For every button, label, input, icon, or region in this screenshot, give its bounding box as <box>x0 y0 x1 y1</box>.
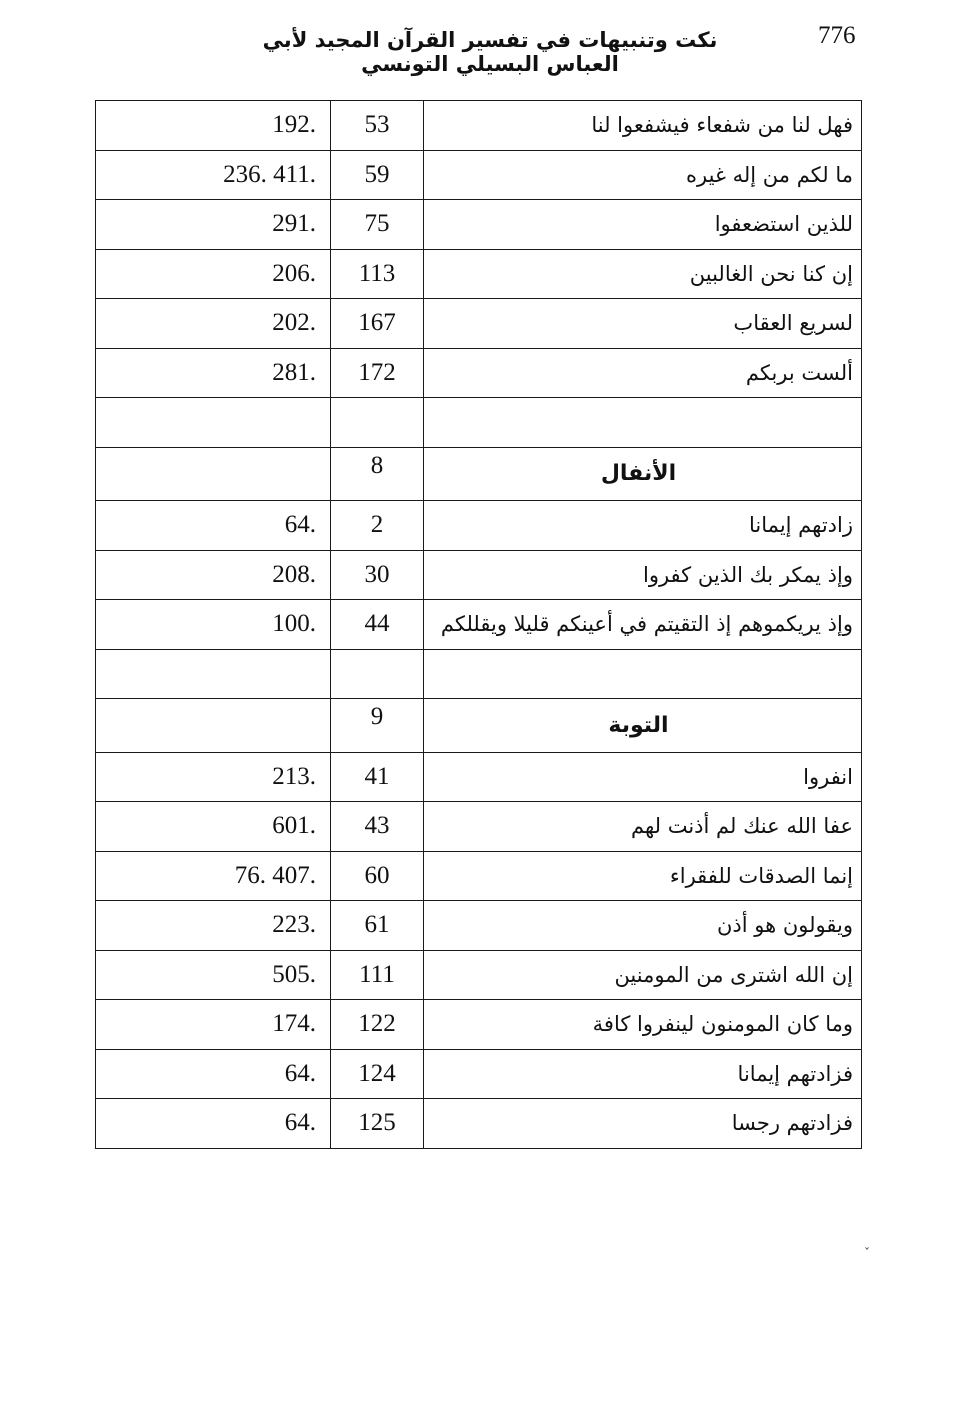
page-references-cell: 64. <box>96 1049 331 1099</box>
verse-number-cell: 172 <box>331 348 424 398</box>
verse-number-cell: 60 <box>331 851 424 901</box>
verse-phrase-cell: فهل لنا من شفعاء فيشفعوا لنا <box>424 101 862 151</box>
table-row <box>96 299 862 349</box>
verse-number-cell: 75 <box>331 200 424 250</box>
verse-phrase-cell: زادتهم إيمانا <box>424 501 862 551</box>
verse-number-cell: 61 <box>331 901 424 951</box>
running-title: نكت وتنبيهات في تفسير القرآن المجيد لأبي العباس البسيلي التونسي <box>262 28 718 76</box>
page-references-cell: 206. <box>96 249 331 299</box>
verse-index-table <box>95 100 862 1149</box>
blank-row <box>96 649 862 699</box>
verse-phrase-cell: فزادتهم إيمانا <box>424 1049 862 1099</box>
verse-phrase-cell: ما لكم من إله غيره <box>424 150 862 200</box>
table-row <box>96 249 862 299</box>
page-number: 776 <box>818 22 856 49</box>
verse-phrase-cell: لسريع العقاب <box>424 299 862 349</box>
page-references-cell: 174. <box>96 1000 331 1050</box>
stray-print-mark: ˇ <box>864 1246 870 1260</box>
page-references-cell: 192. <box>96 101 331 151</box>
verse-phrase-cell <box>424 649 862 699</box>
verse-phrase-cell: وما كان المومنون لينفروا كافة <box>424 1000 862 1050</box>
page-references-cell: 281. <box>96 348 331 398</box>
verse-phrase-cell: انفروا <box>424 752 862 802</box>
verse-number-cell: 2 <box>331 501 424 551</box>
verse-phrase-cell: عفا الله عنك لم أذنت لهم <box>424 802 862 852</box>
page-references-cell: 291. <box>96 200 331 250</box>
verse-number-cell: 113 <box>331 249 424 299</box>
verse-number-cell: 124 <box>331 1049 424 1099</box>
page-references-cell <box>96 398 331 448</box>
page-references-cell: 208. <box>96 550 331 600</box>
table-row <box>96 1049 862 1099</box>
verse-number-cell: 122 <box>331 1000 424 1050</box>
table-row <box>96 550 862 600</box>
surah-number-cell: 8 <box>331 447 424 501</box>
verse-phrase-cell: فزادتهم رجسا <box>424 1099 862 1149</box>
table-row <box>96 600 862 650</box>
page-references-cell: 213. <box>96 752 331 802</box>
verse-number-cell: 167 <box>331 299 424 349</box>
table-row <box>96 200 862 250</box>
verse-number-cell: 111 <box>331 950 424 1000</box>
verse-number-cell <box>331 398 424 448</box>
table-row <box>96 752 862 802</box>
verse-phrase-cell: إنما الصدقات للفقراء <box>424 851 862 901</box>
table-row <box>96 101 862 151</box>
verse-phrase-cell: إن الله اشترى من المومنين <box>424 950 862 1000</box>
surah-heading-row <box>96 447 862 501</box>
verse-number-cell: 41 <box>331 752 424 802</box>
verse-number-cell: 30 <box>331 550 424 600</box>
table-row <box>96 950 862 1000</box>
verse-phrase-cell: إن كنا نحن الغالبين <box>424 249 862 299</box>
page-references-cell: 236. 411. <box>96 150 331 200</box>
table-row <box>96 348 862 398</box>
verse-phrase-cell: ويقولون هو أذن <box>424 901 862 951</box>
verse-number-cell: 43 <box>331 802 424 852</box>
page-references-cell <box>96 447 331 501</box>
page-references-cell: 76. 407. <box>96 851 331 901</box>
surah-heading-row <box>96 699 862 753</box>
table-row <box>96 901 862 951</box>
verse-number-cell: 53 <box>331 101 424 151</box>
page-references-cell: 64. <box>96 1099 331 1149</box>
verse-phrase-cell: للذين استضعفوا <box>424 200 862 250</box>
page-references-cell: 202. <box>96 299 331 349</box>
verse-phrase-cell: ألست بربكم <box>424 348 862 398</box>
verse-phrase-cell: وإذ يمكر بك الذين كفروا <box>424 550 862 600</box>
page-references-cell: 505. <box>96 950 331 1000</box>
verse-phrase-cell: وإذ يريكموهم إذ التقيتم في أعينكم قليلا ويقللكم <box>424 600 862 650</box>
verse-number-cell: 44 <box>331 600 424 650</box>
page-references-cell: 223. <box>96 901 331 951</box>
table-row <box>96 851 862 901</box>
surah-number-cell: 9 <box>331 699 424 753</box>
page-references-cell: 601. <box>96 802 331 852</box>
table-row <box>96 802 862 852</box>
table-row <box>96 501 862 551</box>
page-references-cell: 100. <box>96 600 331 650</box>
blank-row <box>96 398 862 448</box>
verse-number-cell: 59 <box>331 150 424 200</box>
table-row <box>96 1099 862 1149</box>
verse-phrase-cell <box>424 398 862 448</box>
surah-name-cell: الأنفال <box>424 447 862 501</box>
page-header <box>0 18 955 76</box>
verse-number-cell: 125 <box>331 1099 424 1149</box>
page-references-cell <box>96 699 331 753</box>
verse-number-cell <box>331 649 424 699</box>
table-row <box>96 150 862 200</box>
page-references-cell: 64. <box>96 501 331 551</box>
surah-name-cell: التوبة <box>424 699 862 753</box>
table-row <box>96 1000 862 1050</box>
page-references-cell <box>96 649 331 699</box>
